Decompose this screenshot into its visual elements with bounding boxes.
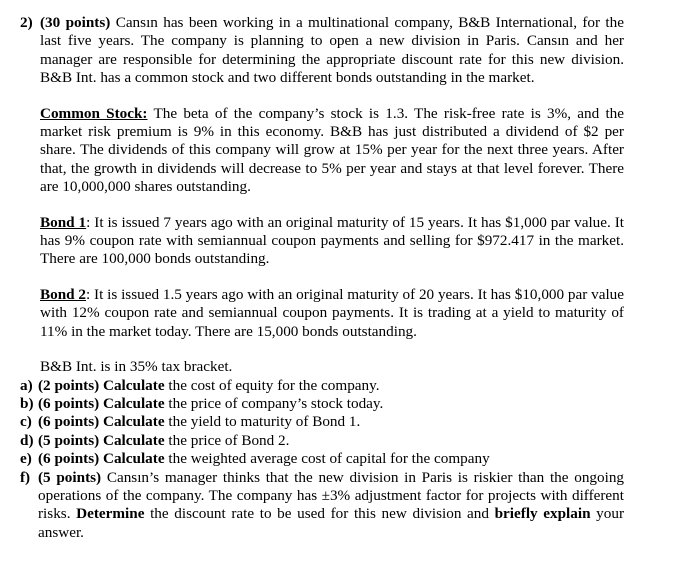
bond2-paragraph [40,286,624,341]
question-item [20,469,624,543]
bond1-paragraph [40,214,624,269]
question-points: (6 points) [38,413,100,431]
question-rest: your answer. [38,505,625,541]
question-rest: the weighted average cost of capital for the company [164,450,490,468]
question-points: (6 points) [38,394,100,412]
bond2-text: : It is issued 1.5 years ago with an original maturity of 20 years. It has $10,000 par value with 12% coupon rate and semiannual coupon payments. It is trading at a yield to maturity of 11% in the market today. There are 15,000 bonds outstanding. [40,285,624,340]
question-item [20,450,624,468]
question-letter: e) [20,450,32,468]
problem-intro [40,14,624,88]
question-points: (2 points) [38,376,100,394]
question-item [20,432,624,450]
question-item [20,413,624,431]
bond1-heading: Bond 1 [40,213,87,231]
question-text [38,432,624,450]
question-letter: c) [20,413,32,431]
question-rest: the yield to maturity of Bond 1. [164,413,361,431]
question-verb: Calculate [102,450,165,468]
question-verb: Determine [76,505,145,523]
question-letter: f) [20,468,31,486]
question-pre: Cansın’s manager thinks that the new division in Paris is riskier than the ongoing operations of the company. The company has ±3% adjustment factor for projects with different risks. [38,468,625,523]
question-text [38,469,624,543]
bond1-text: : It is issued 7 years ago with an original maturity of 15 years. It has $1,000 par value. It has 9% coupon rate with semiannual coupon payments and selling for $972.417 in the market. There are 100,000 bonds outstanding. [40,213,624,268]
question-mid: the discount rate to be used for this new division and [144,505,495,523]
tax-paragraph: B&B Int. is in 35% tax bracket. [40,358,233,376]
question-points: (5 points) [38,468,102,486]
common-stock-paragraph [40,105,624,197]
question-rest: the price of Bond 2. [164,431,290,449]
problem-intro-text: Cansın has been working in a multinational company, B&B International, for the last five years. The company is planning to open a new division in Paris. Cansın and her manager are responsible for determining the appropriate discount rate for this new division. B&B Int. has a common stock and two different bonds outstanding in the market. [40,14,624,87]
question-rest: the price of company’s stock today. [164,394,384,412]
question-verb: Calculate [102,431,165,449]
problem-points: (30 points) [40,14,111,31]
question-points: (6 points) [38,450,100,468]
common-stock-heading: Common Stock: [40,104,148,122]
question-item [20,377,624,395]
problem-number: 2) [20,14,33,31]
document-page [20,14,624,542]
question-text [38,413,624,431]
question-points: (5 points) [38,431,100,449]
common-stock-text: The beta of the company’s stock is 1.3. The risk-free rate is 3%, and the market risk premium is 9% in this economy. B&B has just distributed a dividend of $2 per share. The dividends of this company will grow at 15% per year for the next three years. After that, the growth in dividends will decrease to 5% per year and stays at that level forever. There are 10,000,000 shares outstanding. [40,104,624,196]
bond2-heading: Bond 2 [40,285,87,303]
question-rest: the cost of equity for the company. [164,376,380,394]
question-letter: b) [20,394,34,412]
question-letter: a) [20,376,33,394]
question-verb: Calculate [102,376,165,394]
question-list [20,377,624,543]
problem-header [20,14,624,88]
question-letter: d) [20,431,34,449]
question-item [20,395,624,413]
question-text [38,450,624,468]
question-text [38,377,624,395]
question-verb: Calculate [102,413,165,431]
question-verb: Calculate [102,394,165,412]
question-verb-2: briefly explain [494,505,591,523]
question-text [38,395,624,413]
